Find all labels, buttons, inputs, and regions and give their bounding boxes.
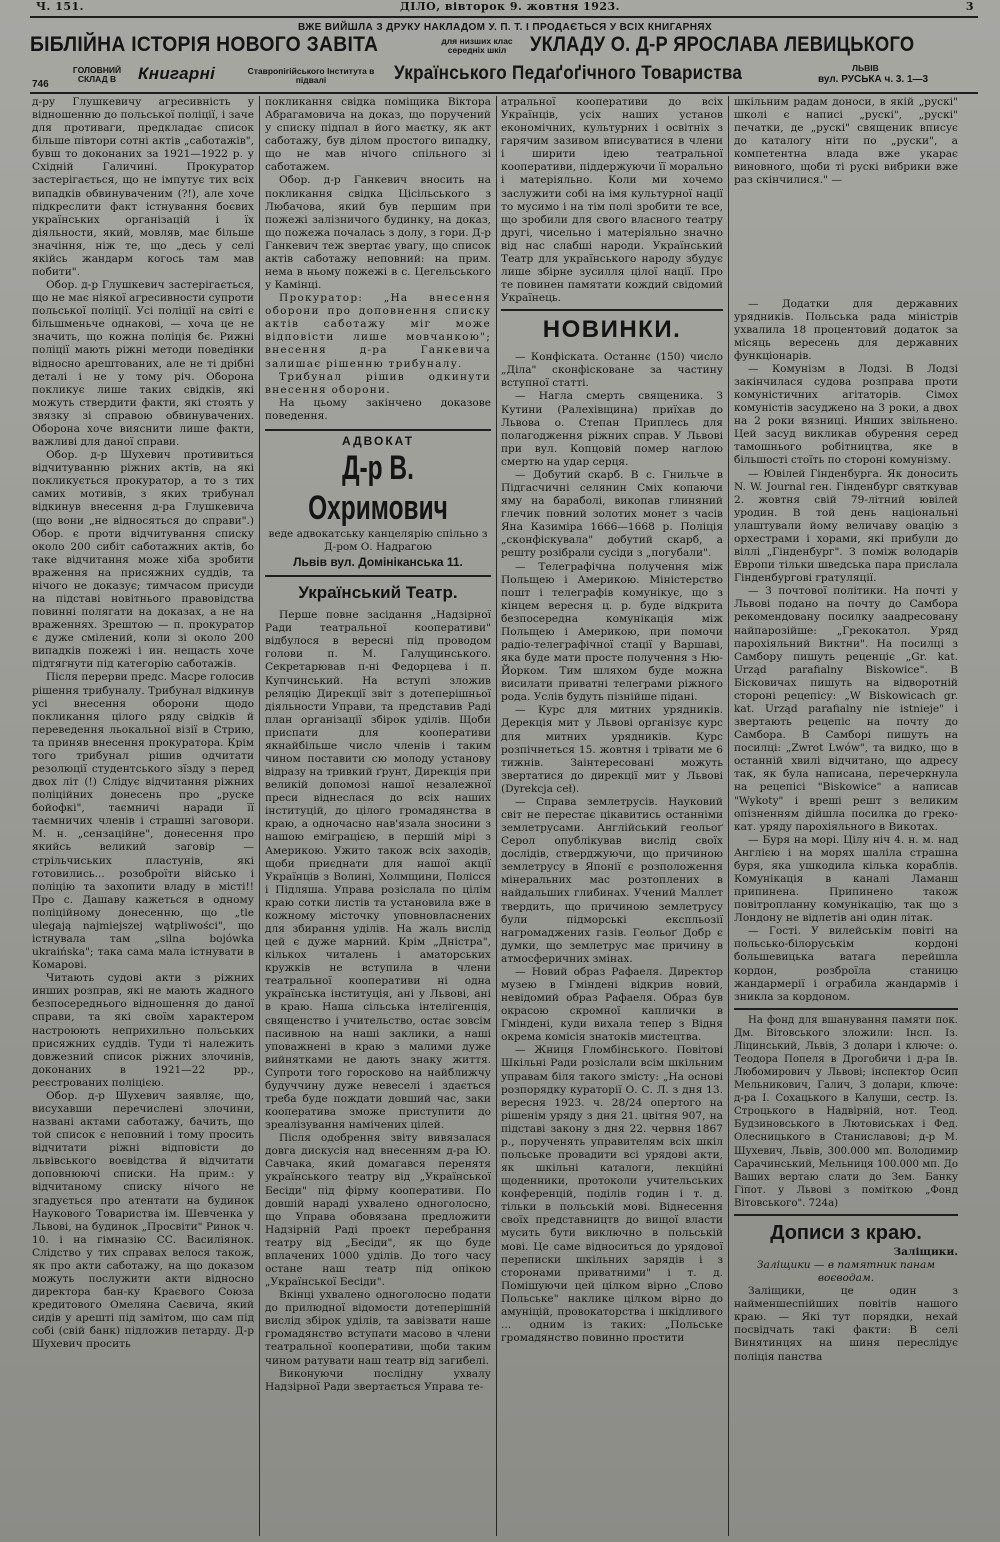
news-item: — Конфіската. Останнє (150) число „Діла" сконфісковане за частину вступної статті. [501,351,723,390]
ad-society: Українського Педаґоґічного Товариства [394,63,743,84]
news-item: — Додатки для державних урядників. Польська рада міністрів ухвалила 18 процентовий додаток за місяць вересень для державних функціонарів. [734,297,958,362]
news-item: — З почтової політики. На почті у Львові подано на почту до Самбора рекомендовану посилку заадресовану найпарозійше: „Грекокатол. Уряд парохіяльний Виктни". На посилці з Самбору пишуть реценціє „Gr. kat. Urząd parafialny Biskowice". В Бісковичах пишуть на відворотній стороні рецепісу: „W Biskowicach gr. kat. Urząd parafialny nie istnieje" і звертають рецепіс на почту до Самбора. В Самборі пишуть на посилці: „Zwrot Lwów", та видко, що в останній хвилі відчитано, що адресу так, як була написана, перечеркнула на рецепісі "Biskowice" а написав "Wykoty" і вреші решт з великим опізненням дійшла посилка до греко-кат. уряду парохіяльного в Викотах. [734,585,958,833]
news-item: — Справа землетрусів. Науковий світ не перестає цікавитись останніми землетрусами. Англійський геольоґ Серол опублікував вислід своїх дослідів, стверджуючи, що причиною землетрусу в Японії є розположення мінеральних мас розтоплених в найдальших глибинах. Учений Маллет твердить, що причиною землетрусу були підморські експльозії нагромаджених газів. Геольоґ Добр є думки, що землетрус має причину в атмосферичних змінах. [501,795,723,965]
ad-right-title: УКЛАДУ О. Д-Р ЯРОСЛАВА ЛЕВИЦЬКОГО [530,33,915,56]
column-1 [32,96,254,1536]
column-rule-3 [728,96,729,1536]
page-header [30,0,980,14]
ad-institute: Ставропігійського Інститута в підвалі [247,66,375,85]
ad-ref: 746 [32,79,49,90]
col1-paragraph: Обор. д-р Глушкевич застерігається, що не має ніякої агресивности супроти польської поліції. Усі поліції на світі є більшменьче однакові, — хоча це не значить, що кожна поліція бє. Рижні поліції мають ріжні методи поведінки відносно арештованих, але не ті дрібні деталі і не у тому річ. Оборона покликує лише таких свідків, які можуть ствердити факти, які стоять у звязку зі справою обвинувачених. Оборона хоче вияснити лише факти, важливі для даної справи. [32,279,254,449]
dopysy-town: Заліщики. [893,1245,958,1258]
news-item: — Гості. У вилейськім повіті на польсько-білоруськім кордоні большевицька ватага перейшла кордон, розброїла станицю жандармерії і ограбила жандармів і зникла за кордоном. [734,925,958,1003]
page-number: 3 [965,0,974,13]
col2-paragraph: Прокуратор: „На внесення оборони про доповнення списку актів саботажу міг може відповісти лише мовчанкою"; внесення д-ра Ганкевича залишає рішенню трибуналу. [265,292,491,370]
section-rule [734,1214,958,1216]
ad-knyharni: Книгарні [138,64,216,83]
dopysy-text: Заліщики, це один з найменшеспійших повітів нашого краю. — Які тут порядки, нехай посвідчать такі факти: В селі Винятинцях на шиня переслідує поліція панства [734,1285,958,1363]
col4-intro: шкільним радам доноси, в якій „рускі" школі є написі „рускі", „рускі" печатки, де „рускі" священик вписує до каталогу ніти по „руски", а компетентна влада вже укарає виновного, щоби ті рускі вибрики вже раз скінчилися." — [734,96,958,187]
lawyer-ad-address: Львів вул. Домініканська 11. [293,555,463,570]
theatre-paragraph: Перше повне засідання „Надзірної Ради театральної кооперативи" відбулося в вересні під проводом голови п. М. Галущинського. Секретарював п-ні Федорцева і п. Купчинський. На вступі зложив реляцію Дирекції звіт з дотеперішньої діяльности Управи, та представив Раді план організації збірок уділів. Щоби приспати для кооперативи якнайбільше число членів і таким чином поставити сю молоду установу відразу на тривкий ґрунт, Дирекція при великій допомозі нашої незалежної преси віднеслася до всіх наших інституцій, до цілого громадянства в краю, а одночасно нав'язала зносини з нашою еміграцією, в першій мірі з Америкою. Ужито також всіх заходів, щоби приєднати для нашої акції Українців з Волині, Холмщини, Полісся і Підляша. Управа розіслала по цілім краю сотки листів та установила вже в кожному місточку уповновласнених для збирання уділів. На жаль вислід цей є дуже марний. Крім „Дністра", кількох читалень і аматорських кружків не вступила в члени театральної кооперативи ні одна українська інституція, ані у Львові, ані в краю. Наша сільська інтелігенція, священство і учительство, остає зовсім пасивною на наші заклики, а наші уповажнені в краю з малими дуже вийнятками не дають знаку життя. Супроти того горосково на найближчу будуччину дуже невеселі і здається треба буде пождати довший час, заки кооператива зможе приступити до зреалізування намічених цілей. [265,609,491,1132]
ad-announce: ВЖЕ ВИЙШЛА З ДРУКУ НАКЛАДОМ У. П. Т. І ПРОДАЄТЬСЯ У ВСІХ КНИГАРНЯХ [297,22,713,33]
column-rule-2 [496,96,497,1536]
dopysy-epigraph: Заліщики — в памятник панам воєводам. [756,1259,936,1285]
header-rule [30,16,978,18]
issue-number: Ч. 151. [36,0,84,13]
news-item: — Комунізм в Лодзі. В Лодзі закінчилася судова розправа проти комуністичних агітаторів. Сімох комуністів засуджено на 3 роки, а двох на 2 роки вязниці. Инших звільнено. Цей засуд викликав обурення серед тамошнього робітництва, яке в більшості стоїть по стороні комунізму. [734,362,958,467]
col2-paragraph: На цьому закінчено доказове поведення. [265,396,491,422]
masthead-line: ДІЛО, вівторок 9. жовтня 1923. [400,0,620,13]
theatre-paragraph: Вкінці ухвалено одноголосно подати до прилюдної відомости дотеперішній вислід збірок уділів, та завізвати наше громадянство вступати масово в члени театральної кооперативи, щоби таким чином ратувати наш театр від загибелі. [265,1289,491,1367]
col2-paragraph: Трибунал рішив одкинути внесення оборони. [265,370,491,396]
column-rule-1 [259,96,260,1536]
col1-paragraph: д-ру Глушкевичу агресивність у відношенню до польської поліції, і заче для противаги, предкладає список більше півтори сотні актів „саботажів", бувш то доконаних за 1921—1922 р. у Східній Галичині. Прокуратор застерігається, що не імпутує тих всіх випадків обвинуваченим (?!), але хоче підкреслити факт істнування боєвих українських організацій і їх діяльности, який, мовляв, має більше значіння, ніж те, що „десь у селі якійсь жандарм когось там мав побити". [32,96,254,279]
col2-paragraph: покликання свідка поміщика Віктора Абрагамовича на доказ, що поручений у списку підпал в його маєтку, як акт саботажу, був ділом простого випадку, що не мав нічого спільного зі саботажем. [265,96,491,174]
fund-notice: На фонд для вшанування памяти пок. Дм. Вітовського зложили: Інсп. Із. Ліцинський, Львів, 3 долари і ключе: о. Теодора Попеля в Дрогобичи і д-ра Ів. Любомирович у Львові; інспектор Осип Мельникович, Галич, 3 долари, ключе: д-ра І. Сохацького в Калуши, сестр. Із. Строцького в Надвірній, нот. Теод. Будзиновського в Лютовиськах і Фед. Олесницького в Станиславові; д-р М. Шухевич, Львів, 300.000 мп. Володимир Сарачинський, Мельниця 100.000 мп. До Ваших вертаю слати до Зем. Банку Гіпот. у Львові з поміткою „Фонд Вітовського". 724а) [734,1014,958,1209]
column-2 [265,96,491,1536]
col3-intro: атральної кооперативи до всіх Українців, усіх наших установ економічних, культурних і освітніх з гарячим зазивом вписуватися в члени і ширити ідею театральної кооперативи, піддержуючи її морально і матеріяльно. Коли ми хочемо заслужити собі на імя культурної нації то мусимо і на тім полі зробити те все, що зробили для свого власного театру другі, чисельно і матеріяльно значно від нас слабші народи. Український Театр для українського народу збудує лише збірне зусилля цілої нації. Про те повинен памятати кождий свідомий Українець. [501,96,723,305]
col1-paragraph: Після перерви предс. Масре голосив рішення трибуналу. Трибунал відкинув усі внесення оборони щодо покликання цілого ряду свідків й переведення льокальної візії в Стрию, та приняв внесення прокуратора. Крім того трибунал рішив одчитати резолюції студентського зїзду з перед двох літ (!) Слідує відчитання ріжних поліційних донесень про „руске бойофкі", таємничі наради її таємничих членів і страшні заговори. М. н. „сензаційне", донесення про якийсь великий заговір — стрільчиських пластунів, які готовились... розоброїти військо і поліцію та захопити владу в місті!! Про с. Дашаву кажеться в одному поліційному донесенню, що „tle ulegają najmiejszej wątpliwości", що істнувала там „silna bojówka ukraińska"; така сама мала істнувати в Комарові. [32,671,254,972]
ad-street: вул. РУСЬКА ч. 3. 1—3 [818,74,929,85]
col1-paragraph: Обор. д-р Шухевич противиться відчитуванню ріжних актів, на які покликується прокуратор, а то з тих самих мотивів, з яких трибунал відкинув внесення д-ра Глушкевича (що вони „не відносяться до справи".) Обор. є проти відчитування списку около 200 сибіт саботажних актів, бо таке відчитання може хіба зробити враження на присяжних суддів, та нічого не доказує; тимчасом присуди на підставі новітнього правовідства повинні полягати на доказах, а не на враженнях. Зрештою — п. прокуратор є дуже смілений, коли зі около 200 випадків пожежі і ин. нещасть хоче підтягнути під категорію саботажів. [32,449,254,671]
news-item: — Новий образ Рафаеля. Директор музею в Гміндені відкрив новий, невідомий образ Рафаеля. Образ був окрасою скромної каплички в Гміндені, куди вихала тепер з Відня окрема комісія знатоків мистецтва. [501,965,723,1044]
col1-paragraph: Читають судові акти з ріжних инших розправ, які не мають жадного безпосереднього відношення до даної справи, та які своїм характером настроюють неприхильно польських присяжних суддів. Туди ті належить довжезний список ріжних злочинів, доконаних в 1921—22 рр., реєстрованих поліцією. [32,972,254,1089]
ad-city: ЛЬВІВ [852,63,879,73]
news-item: — Нагла смерть священика. З Кутини (Ралехівщина) приїхав до Львова о. Степан Приплесь для полагодження ріжних справ. У Львові при вул. Копцовій помер наглою смертю на удар серця. [501,390,723,468]
ad-rule [30,92,978,94]
section-rule [501,309,723,311]
column-3 [501,96,723,1536]
dopysy-heading: Дописи з краю. [770,1221,922,1244]
news-item: — Буря на морі. Цілу ніч 4. н. м. над Англією і на морях шаліла страшна буря, яка ушкодила кілька кораблів. Комунікація в каналі Ламанш припинена. Припинено також повітропланну комунікацію, так що з Лондону не відлетів ані один літак. [734,833,958,925]
column-4 [734,96,958,1536]
news-item: — Ювілей Гінденбурга. Як доносить N. W. Journal ген. Гінденбург святкував 2. жовтня свій 79-літний ювілей уродин. В той день національні улаштували йому величаву овацію з орхестрами і хорами, які прибули до віллі „Гінденбург". З поміж володарів Европи тільки шведська пара прислала Гінденбургові гратуляції. [734,467,958,585]
col1-paragraph: Обор. д-р Шухевич заявляє, що, висухавши перечислені злочини, названі актами саботажу, бачить, що той список є неповний і тому просить відчитати ріжні відповісти до львівського воєвідства й відчитати доповнюючі списки. На прим.: у відчитаному списку нічого не згадується про атентати на будинок Наукового Товариства ім. Шевченка у Львові, на будинок „Просвіти" Ринок ч. 10. і на гімназію СС. Василіянок. Слідство у тих справах велося також, як про акти саботажу, на що доказом можуть послужити акти відносно директора бан-ку Краєвого Союза кредитового Омеляна Саєвича, який сидів у арешті під замітом, що сам під собі (свій банк) підложив петарду. Д-р Шухевич просить [32,1089,254,1351]
ad-left-sub: для низших клас середніх шкіл [441,36,513,55]
col2-paragraph: Обор. д-р Ганкевич вносить на покликання свідка Цісільського з Любачова, який був першим при пожежі залізничого будинку, на доказ, що пожежа почалась з долу, з гори. Д-р Ганкевич теж звертає увагу, що список актів саботажу неповний: на прим. нема в ньому пожежі в с. Цегельського у Камінці. [265,174,491,292]
news-heading: НОВИНКИ. [542,316,682,344]
section-rule [734,1008,958,1010]
news-item: — Добутий скарб. В с. Гнильче в Підгасчичні селянин Сміх копаючи яму на бараболі, викопав глиняний глечик повний золотих монет з часів Яна Казиміра 1666—1668 р. Поліція „сконфіскувала" добутий скарб, а решту розібрали сусіди з „погубали". [501,468,723,560]
theatre-heading: Український Театр. [298,583,458,603]
blank-space [734,188,958,298]
news-item: — Телеграфічна получення між Польщею і Америкою. Міністерство пошт і телеграфів комунікує, що з кінцем вересня ц. р. буде відкрита безпосередна комунікація між Польщею і Америкою, при помочи радіо-телеграфічної стації у Варшаві, яка буде мати просте получення з Ню-Йорком. Тим шляхом буде можна висилати приватні телеграми ріжного рода. Услів будуть пізнійше підані. [501,560,723,704]
ad-left-title: БІБЛІЙНА ІСТОРІЯ НОВОГО ЗАВІТА [30,33,379,56]
lawyer-ad [265,429,491,577]
lawyer-ad-label: АДВОКАТ [341,433,415,448]
news-item: — Жниця Гломбінського. Повітові Шкільні Ради розіслали всім шкільним управам біля такого змісту: „На основі розпорядку кураторії О. С. Л. з дня 13. вересня 1923. ч. 28/24 опертого на рішенім уряду з дня 21. цвітня 907, на підставі закону з дня 22. червня 1867 р., порученять управителям всіх шкіл польське провадити всі урядові акти, як шкільні каталоги, лекційні щоденники, протоколи учительських конференцій, поділів годин і т. д. тільки в польській мові. Віднесення своїх представництв до вищої власти мусить бути виключно в польській мові. Це саме відноситься до урядової переписки шкільних зарядів і з сторонами приватними" і т. д. Помішуючи цей цілком вірно „Слово Польське" наклике цілком вірно до амуніцій, провокаторства і шкідливого ... одним із таких: „Польське громадянство повинно простити [501,1044,723,1345]
ad-sklad: ГОЛОВНИЙ СКЛАД В [72,65,122,84]
lawyer-ad-text: веде адвокатську канцелярію спільно з Д-ром О. Надрагою [268,528,488,554]
news-item: — Курс для митних урядників. Дерекція мит у Львові організує курс для митних урядників. Курс розпічнеться 15. жовтня і трівати ме 6 тижнів. Заінтересовані можуть звертатися до дирекції мит у Львові (Dyrekcja ceł). [501,704,723,795]
lawyer-ad-name: Д-р В. Охримович [308,449,448,528]
theatre-paragraph: Після одобрення звіту вивязалася довга дискусія над внесенням д-ра Ю. Савчака, який домагався перенятя українського театру від „Української Бесіди" під фірму кооперативи. По довшій нараді ухвалено одноголосно, що Управа обовязана предложити Надзірній Раді проект перебрання театру від „Бесіди", як що буде вплачених 1000 уділів. До того часу остане наш театр під опікою „Української Бесіди". [265,1132,491,1289]
theatre-paragraph: Виконуючи послідну ухвалу Надзірної Ради звертається Управа те- [265,1367,491,1393]
